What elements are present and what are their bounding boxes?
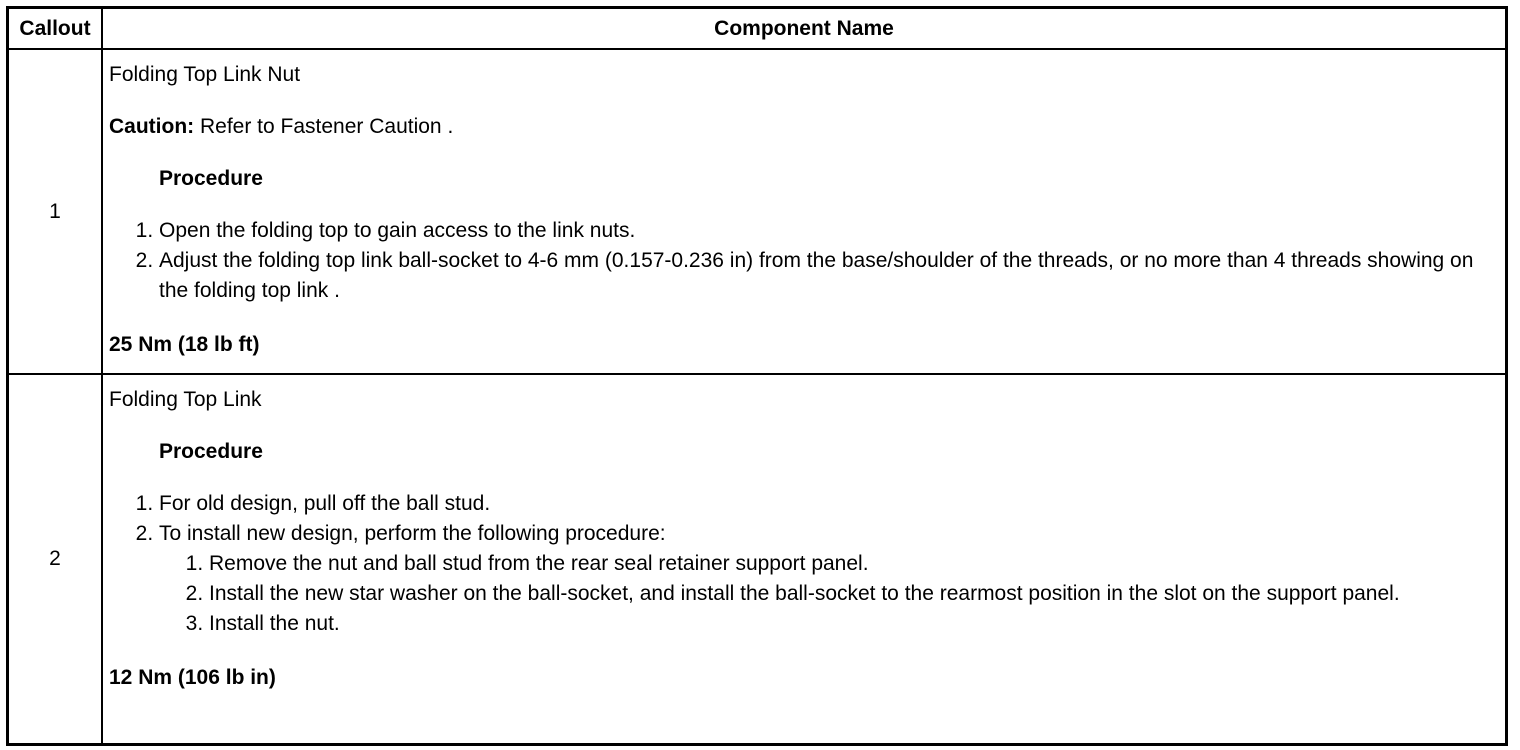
header-row	[8, 8, 1507, 50]
procedure-heading: Procedure	[159, 167, 263, 190]
procedure-substep: 3. Install the nut.	[209, 609, 1499, 639]
component-title: Folding Top Link Nut	[109, 63, 301, 86]
torque-spec: 12 Nm (106 lb in)	[109, 666, 276, 689]
callout-header: Callout	[8, 8, 103, 50]
table-row	[8, 49, 1507, 374]
table-row	[8, 374, 1507, 744]
caution-note	[109, 112, 1499, 142]
component-cell	[102, 49, 1507, 374]
procedure-step: 1. For old design, pull off the ball stud.	[159, 489, 1499, 519]
component-table	[6, 6, 1508, 746]
procedure-step: 2. Adjust the folding top link ball-socket to 4-6 mm (0.157-0.236 in) from the base/shoulder of the threads, or no more than 4 threads showing on the folding top link .	[159, 246, 1499, 306]
torque-spec: 25 Nm (18 lb ft)	[109, 333, 260, 356]
procedure-steps	[109, 489, 1499, 639]
procedure-step	[159, 519, 1499, 639]
procedure-substeps	[159, 549, 1499, 639]
caution-label: Caution:	[109, 115, 195, 138]
caution-text: Refer to Fastener Caution .	[194, 115, 454, 138]
procedure-steps	[109, 216, 1499, 306]
component-name-header: Component Name	[102, 8, 1507, 50]
procedure-step: 1. Open the folding top to gain access to the link nuts.	[159, 216, 1499, 246]
procedure-substep: 1. Remove the nut and ball stud from the rear seal retainer support panel.	[209, 549, 1499, 579]
callout-number: 1	[8, 49, 103, 374]
component-title: Folding Top Link	[109, 388, 262, 411]
callout-number: 2	[8, 374, 103, 744]
component-cell	[102, 374, 1507, 744]
procedure-heading: Procedure	[159, 440, 263, 463]
procedure-step-text: To install new design, perform the following procedure:	[159, 522, 666, 545]
procedure-substep: 2. Install the new star washer on the ball-socket, and install the ball-socket to the rearmost position in the slot on the support panel.	[209, 579, 1499, 609]
